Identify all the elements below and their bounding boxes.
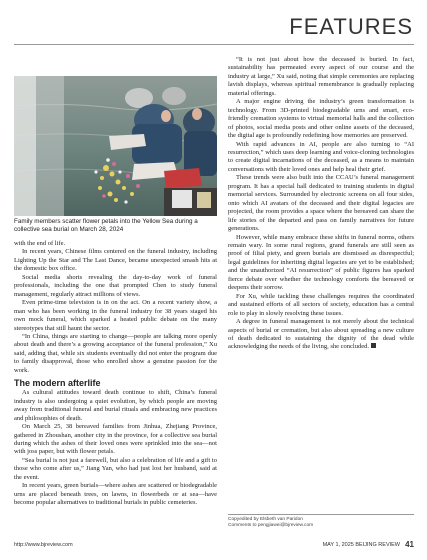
section-header xyxy=(0,0,427,46)
paragraph: These trends were also built into the CCAU’s funeral management program. It has a special hall dedicated to training students in digital memorial services. Surrounded by electronic screens on all four sides, onto which AI avatars of the deceased and their digital legacies are projected, the room provides a space where the bereaved can share the life stories of the departed and pass on family narratives for future generations. xyxy=(228,174,414,233)
paragraph: In recent years, Chinese films centered on the funeral industry, including Lighting Up the Star and The Last Dance, became unexpected smash hits at the domestic box office. xyxy=(14,248,217,273)
paragraph: Social media shorts revealing the day-to-day work of funeral professionals, including the one that prompted Chen to study funeral management, regularly attract millions of views. xyxy=(14,273,217,298)
credit-box xyxy=(228,514,414,529)
end-of-article-icon xyxy=(371,343,376,348)
paragraph: In recent years, green burials—where ashes are scattered or biodegradable urns are placed beneath trees, on lawns, in flowerbeds or at sea—have become popular alternatives to traditional burials in public cemeteries. xyxy=(14,482,217,507)
left-article-column xyxy=(14,240,217,508)
paragraph: “In China, things are starting to change—people are talking more openly about death and there’s a growing acceptance of the funeral profession,” Xu said, adding that, while six students eventually did not enter the program due to family disapproval, those who enrolled show a genuine passion for the work. xyxy=(14,332,217,374)
copyeditor-credit: Copyedited by Elsbeth van Paridon xyxy=(228,517,303,522)
comments-contact: Comments to pengjiawei@bjreview.com xyxy=(228,523,314,528)
paragraph: However, while many embrace these shifts in funeral norms, others remain wary. In some rural regions, grand funerals are still seen as proof of filial piety, and green burials are dismissed as disrespectful; legal guidelines for inheriting digital legacies are yet to be established; and the unauthorized “AI resurrection” of public figures has sparked fierce debate over whether the technology comforts the bereaved or deepens their sorrow. xyxy=(228,233,414,292)
paragraph-text: A degree in funeral management is not merely about the technical aspects of burial or cremation, but also about spreading a new culture of death dedicated to sustaining the dignity of the dead while acknowledging the needs of the living, she concluded. xyxy=(228,318,414,351)
right-article-column xyxy=(228,56,414,352)
paragraph: A major engine driving the industry’s green transformation is technology. From 3D-printed biodegradable urns and smart, eco-friendly cremation systems to virtual memorial halls and the collection of photos, social media posts and other online assets of the deceased, the digital age is profoundly redefining how memories are preserved. xyxy=(228,98,414,140)
footer-url-link[interactable]: http://www.bjreview.com xyxy=(14,542,73,548)
section-title: FEATURES xyxy=(289,14,413,39)
photo-caption: Family members scatter flower petals into the Yellow Sea during a collective sea burial on March 28, 2024 xyxy=(14,218,198,233)
footer-issue: MAY 1, 2025 BEIJING REVIEW xyxy=(322,542,400,548)
section-subheading: The modern afterlife xyxy=(14,378,101,389)
paragraph: “Sea burial is not just a farewell, but also a celebration of life and a gift to those who come after us,” Jiang Yan, who had just lost her husband, said at the event. xyxy=(14,456,217,481)
paragraph: With rapid advances in AI, people are also turning to “AI resurrection,” which uses deep learning and voice-cloning technologies to create digital incarnations of the deceased, as a means to maintain conversations with their loved ones and help heal their grief. xyxy=(228,140,414,173)
page-number: 41 xyxy=(405,540,414,549)
paragraph: As cultural attitudes toward death continue to shift, China’s funeral industry is also undergoing a quiet evolution, by which people are moving away from traditional funeral and burial rituals and embracing new practices and philosophies of death. xyxy=(14,389,217,422)
feature-photo xyxy=(14,76,217,216)
paragraph: On March 25, 38 bereaved families from Jinhua, Zhejiang Province, gathered in Zhoushan, another city in the province, for a collective sea burial during which the ashes of their loved ones were sprinkled into the sea—not with joss paper, but with flower petals. xyxy=(14,423,217,456)
paragraph: For Xu, while tackling these challenges requires the coordinated and sustained efforts of all sectors of society, education has a central role to play in slowly resolving these issues. xyxy=(228,292,414,317)
paragraph: “It is not just about how the deceased is buried. In fact, sustainability has permeated every aspect of our course and the industry at large,” Xu said, noting that simple ceremonies are replacing lavish displays, whereas spiritual remembrance is gradually replacing material offerings. xyxy=(228,56,414,97)
paragraph: with the end of life. xyxy=(14,240,66,247)
header-rule xyxy=(14,44,414,45)
paragraph-last xyxy=(228,318,414,352)
page-footer xyxy=(14,540,414,552)
paragraph: Even prime-time television is in on the act. On a recent variety show, a man who has been working in the funeral industry for 38 years staged his own mock funeral, which sparked a heated public debate on the many stereotypes that still haunt the sector. xyxy=(14,299,217,332)
photo-family-scattering-petals-icon xyxy=(14,76,217,216)
